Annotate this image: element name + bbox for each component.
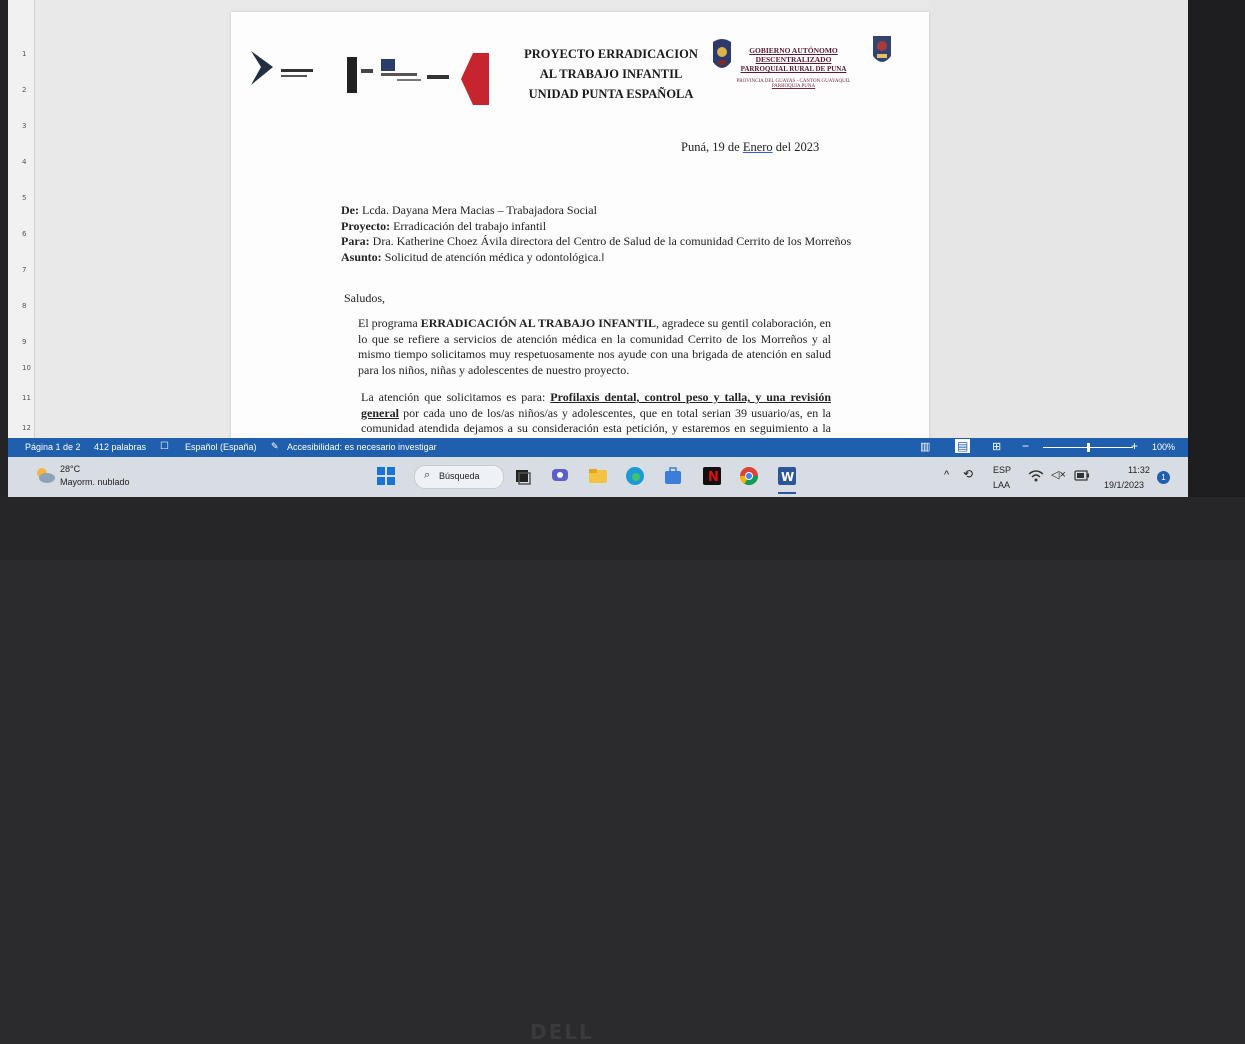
weather-temperature[interactable]: 28°C (60, 464, 81, 474)
p1-start: El programa (358, 316, 421, 330)
chevron-up-icon[interactable]: ^ (944, 469, 950, 481)
memo-subject-label: Asunto: (341, 249, 382, 264)
word-status-bar (8, 438, 1188, 457)
clock-date[interactable]: 19/1/2023 (1104, 480, 1145, 490)
search-icon: ⌕ (424, 469, 431, 481)
gov-line: PROVINCIA DEL GUAYAS - CANTON GUAYAQUIL (736, 79, 851, 84)
start-icon[interactable] (376, 466, 396, 486)
header-title-line: PROYECTO ERRADICACION (524, 47, 698, 61)
screen (8, 0, 1188, 497)
vertical-ruler (8, 0, 35, 438)
windows-taskbar (8, 457, 1188, 497)
taskbar-search[interactable] (414, 465, 504, 489)
wifi-icon[interactable] (1028, 469, 1044, 483)
memo-project-label: Proyecto: (341, 218, 391, 233)
file-explorer-icon[interactable] (588, 466, 608, 486)
text-cursor-icon: I (601, 250, 605, 264)
document-date (681, 140, 819, 155)
memo-from-label: De: (341, 203, 359, 217)
ruler-number: 8 (22, 302, 27, 310)
print-layout-icon[interactable]: ▤ (957, 439, 969, 453)
p2-rest: por cada uno de los/as niños/as y adolescentes, que en total serian 39 usuario/as, en la comunidad atendida dejamos a su consideración esta petición, y estaremos en seguimiento a la (361, 405, 831, 435)
memo-project-value: Erradicación del trabajo infantil (390, 218, 547, 233)
gov-line: PARROQUIA PUNA (771, 84, 816, 89)
paragraph-2 (361, 390, 831, 438)
paragraph-1 (358, 316, 831, 378)
web-layout-icon[interactable]: ⊞ (992, 441, 1002, 453)
page-count[interactable]: Página 1 de 2 (25, 442, 81, 452)
p1-rest: , agradece su gentil colaboración, en lo que se refiere a servicios de atención médica en la comunidad Cerrito de los Morreños y al mismo tiempo solicitamos muy respetuosamente nos ayude con una brigada de atención en salud para los niños, niñas y adolescentes de nuestro proyecto. (358, 316, 831, 377)
ruler-number: 5 (22, 194, 27, 202)
word-count[interactable]: 412 palabras (94, 442, 147, 452)
clock-time[interactable]: 11:32 (1128, 465, 1150, 475)
sync-icon[interactable]: ⟲ (963, 467, 974, 481)
ruler-number: 6 (22, 230, 27, 238)
ruler-number: 3 (22, 122, 27, 130)
project-logo-icon (251, 45, 491, 107)
task-view-icon[interactable] (513, 466, 533, 486)
active-app-indicator (778, 492, 796, 494)
weather-description[interactable]: Mayorm. nublado (60, 477, 130, 487)
memo-project (341, 219, 856, 235)
memo-to (341, 234, 856, 250)
date-suffix: del 2023 (772, 140, 820, 154)
memo-to-value: Dra. Katherine Choez Ávila directora del Centro de Salud de la comunidad Cerrito de los Morreños (369, 234, 852, 248)
memo-to-label: Para: (341, 234, 370, 248)
ruler-number: 1 (22, 50, 27, 58)
zoom-level[interactable]: 100% (1152, 442, 1176, 452)
store-icon[interactable] (663, 466, 683, 486)
government-header (736, 46, 851, 89)
zoom-in-button[interactable]: + (1131, 439, 1139, 453)
edge-icon[interactable] (625, 466, 645, 486)
ruler-number: 12 (22, 424, 31, 432)
memo-subject (341, 250, 856, 266)
search-label: Búsqueda (439, 471, 480, 481)
document-page[interactable] (231, 12, 929, 442)
ruler-number: 9 (22, 338, 27, 346)
volume-icon[interactable]: ◁× (1051, 469, 1066, 481)
chrome-icon[interactable] (739, 466, 759, 486)
header-title-line: UNIDAD PUNTA ESPAÑOLA (528, 87, 694, 101)
p1-bold: ERRADICACIÓN AL TRABAJO INFANTIL (420, 316, 656, 330)
word-icon[interactable] (777, 466, 797, 486)
date-prefix: Puná, 19 de (681, 140, 743, 154)
read-mode-icon[interactable]: ▥ (920, 441, 931, 453)
proofing-icon[interactable]: ☐ (160, 441, 169, 452)
svg-text:W: W (781, 470, 795, 484)
greeting: Saludos, (344, 291, 386, 305)
language-status[interactable]: Español (España) (185, 442, 257, 452)
monitor-bottom-bezel (0, 497, 1245, 1044)
ruler-number: 10 (22, 364, 31, 372)
ruler-number: 11 (22, 394, 31, 402)
accessibility-icon[interactable]: ✎ (271, 441, 279, 451)
monitor-side-bezel (1188, 0, 1245, 500)
input-layout[interactable]: LAA (993, 480, 1011, 490)
laptop-brand-logo-icon: DELL (530, 1020, 594, 1044)
weather-cloud-icon[interactable] (34, 466, 56, 484)
ruler-number: 7 (22, 266, 27, 274)
memo-from (341, 203, 856, 219)
notification-badge[interactable]: 1 (1157, 471, 1170, 484)
zoom-out-button[interactable]: − (1022, 439, 1030, 453)
header-title-line: AL TRABAJO INFANTIL (539, 67, 683, 81)
parish-crest-icon (871, 32, 893, 70)
memo-from-value: Lcda. Dayana Mera Macias – Trabajadora Social (359, 203, 597, 217)
memo-subject-value: Solicitud de atención médica y odontológica. (381, 249, 602, 264)
input-language[interactable]: ESP (993, 465, 1012, 475)
coat-of-arms-icon (711, 36, 733, 74)
chat-icon[interactable] (550, 466, 570, 486)
document-header-title (491, 44, 731, 104)
zoom-slider-thumb[interactable] (1087, 443, 1090, 452)
gov-line: PARROQUIAL RURAL DE PUNA (740, 65, 847, 73)
ruler-number: 4 (22, 158, 27, 166)
p2-start: La atención que solicitamos es para: (361, 390, 551, 404)
netflix-icon[interactable] (702, 466, 722, 486)
workspace-background (929, 0, 1188, 438)
memo-header (341, 203, 856, 265)
ruler-number: 2 (22, 86, 27, 94)
date-month: Enero (742, 140, 773, 154)
battery-icon[interactable] (1074, 470, 1090, 481)
gov-line: GOBIERNO AUTÓNOMO DESCENTRALIZADO (749, 46, 838, 64)
p2-bold: Profilaxis dental, control peso y talla, y una revisión general (361, 390, 831, 420)
accessibility-status[interactable]: Accesibilidad: es necesario investigar (287, 442, 437, 452)
svg-text:N: N (708, 470, 719, 485)
